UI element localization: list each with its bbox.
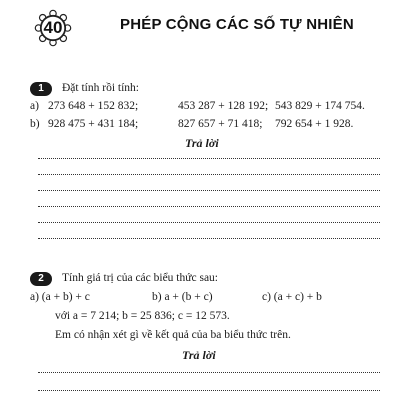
exercise-2-expression-a: a) (a + b) + c <box>30 291 90 303</box>
exercise-1-b-item-3: 792 654 + 1 928. <box>275 118 354 130</box>
answer-line <box>38 174 380 175</box>
exercise-1-a-item-3: 543 829 + 174 754. <box>275 100 365 112</box>
answer-line <box>38 238 380 239</box>
exercise-2-instruction: Tính giá trị của các biểu thức sau: <box>62 272 218 284</box>
exercise-2-badge: 2 <box>30 272 52 286</box>
exercise-2-expression-c: c) (a + c) + b <box>262 291 322 303</box>
exercise-1-answer-title: Trả lời <box>185 136 219 150</box>
lesson-number: 40 <box>43 18 63 37</box>
exercise-1-b-item-2: 827 657 + 71 418; <box>178 118 263 130</box>
answer-line <box>38 372 380 373</box>
page-title: PHÉP CỘNG CÁC SỐ TỰ NHIÊN <box>120 16 354 33</box>
answer-line <box>38 206 380 207</box>
exercise-1-b-item-1: 928 475 + 431 184; <box>48 118 139 130</box>
exercise-1-a-item-1: 273 648 + 152 832; <box>48 100 139 112</box>
exercise-1-instruction: Đặt tính rồi tính: <box>62 82 139 94</box>
exercise-1-a-item-2: 453 287 + 128 192; <box>178 100 269 112</box>
answer-line <box>38 390 380 391</box>
exercise-1-badge: 1 <box>30 82 52 96</box>
lesson-badge <box>34 9 72 47</box>
exercise-2-question: Em có nhận xét gì về kết quả của ba biểu thức trên. <box>55 329 291 341</box>
exercise-2-values: với a = 7 214; b = 25 836; c = 12 573. <box>55 310 230 322</box>
answer-line <box>38 158 380 159</box>
page-header <box>0 0 400 52</box>
exercise-1-row-b-label: b) <box>30 118 40 130</box>
answer-line <box>38 222 380 223</box>
answer-line <box>38 190 380 191</box>
exercise-2-expression-b: b) a + (b + c) <box>152 291 213 303</box>
exercise-1-row-a-label: a) <box>30 100 39 112</box>
exercise-2-answer-title: Trả lời <box>182 348 216 362</box>
